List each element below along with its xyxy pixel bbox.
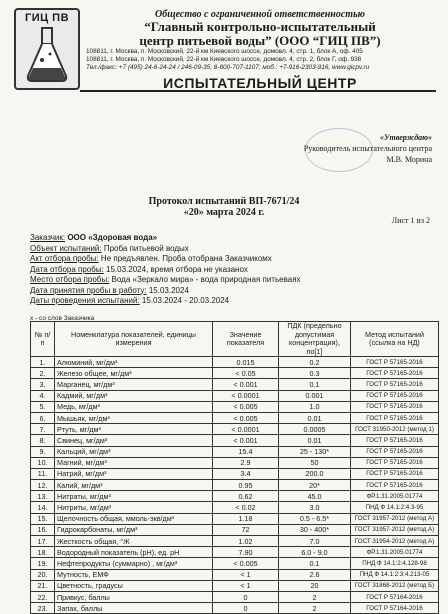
indicator-value: < 0.005 xyxy=(213,558,279,569)
test-period-value: 15.03.2024 - 20.03.2024 xyxy=(139,296,230,305)
table-row xyxy=(31,424,439,435)
table-row xyxy=(31,435,439,446)
indicator-name: Железо общее, мг/дм³ xyxy=(55,368,213,379)
row-number: 20. xyxy=(31,569,55,580)
accept-date-row xyxy=(30,286,440,297)
col-header-value: Значение показателя xyxy=(213,322,279,357)
test-method: ГОСТ Р 57165-2016 xyxy=(351,401,439,412)
col-header-name: Номенклатура показателей, единицы измерения xyxy=(55,322,213,357)
indicator-name: Нитраты, мг/дм³ xyxy=(55,491,213,502)
table-row xyxy=(31,379,439,390)
indicator-name: Кальций, мг/дм³ xyxy=(55,446,213,457)
col-header-num: № п/п xyxy=(31,322,55,357)
indicator-value: 0.95 xyxy=(213,480,279,491)
results-header-row xyxy=(31,322,439,357)
act-row xyxy=(30,254,440,265)
pdk-value: 50 xyxy=(279,457,351,468)
table-row xyxy=(31,491,439,502)
org-name-line-1: “Главный контрольно-испытательный xyxy=(144,19,376,34)
flask-icon xyxy=(22,26,72,84)
test-method: ФР.1.31.2005.01774 xyxy=(351,491,439,502)
approval-label: «Утверждаю» xyxy=(379,133,432,142)
indicator-name: Медь, мг/дм³ xyxy=(55,401,213,412)
row-number: 12. xyxy=(31,480,55,491)
pdk-value: 0.1 xyxy=(279,379,351,390)
indicator-value: < 0.001 xyxy=(213,435,279,446)
test-method: ГОСТ Р 57165-2016 xyxy=(351,435,439,446)
test-method: ФР.1.31.2005.01774 xyxy=(351,547,439,558)
test-period-row xyxy=(30,296,440,307)
pdk-value: 30 - 400* xyxy=(279,524,351,535)
row-number: 1. xyxy=(31,357,55,368)
row-number: 8. xyxy=(31,435,55,446)
indicator-value: 0 xyxy=(213,591,279,602)
indicator-value: 0.015 xyxy=(213,357,279,368)
sampling-date-label: Дата отбора пробы: xyxy=(30,264,104,274)
pdk-value: 0.2 xyxy=(279,357,351,368)
org-form: Общество с ограниченной ответственностью xyxy=(155,9,365,20)
indicator-value: < 1 xyxy=(213,569,279,580)
sampling-place-label: Место отбора пробы: xyxy=(30,275,110,284)
col-header-pdk: ПДК (предельно допустимая концентрация), по[1] xyxy=(279,322,351,357)
col-header-method: Метод испытаний (ссылка на НД) xyxy=(351,322,439,357)
row-number: 5. xyxy=(31,401,55,412)
pdk-value: 20 xyxy=(279,580,351,591)
table-row xyxy=(31,390,439,401)
act-value: Не предъявлен. Проба отобрана Заказчикомx xyxy=(98,254,272,263)
indicator-value: < 0.0001 xyxy=(213,390,279,401)
test-method: ПНД Ф 14.1:2:4.128-98 xyxy=(351,558,439,569)
indicator-value: 72 xyxy=(213,524,279,535)
test-method: ГОСТ 31868-2012 (метод Б) xyxy=(351,580,439,591)
indicator-name: Калий, мг/дм³ xyxy=(55,480,213,491)
protocol-date: «20» марта 2024 г. xyxy=(183,207,265,218)
row-number: 16. xyxy=(31,524,55,535)
approval-block xyxy=(262,132,432,165)
indicator-value: 7.90 xyxy=(213,547,279,558)
table-row xyxy=(31,468,439,479)
indicator-value: 0 xyxy=(213,603,279,614)
row-number: 14. xyxy=(31,502,55,513)
protocol-heading xyxy=(0,196,448,218)
row-number: 10. xyxy=(31,457,55,468)
test-method: ПНД Ф 14.1:2:4.3-95 xyxy=(351,502,439,513)
row-number: 18. xyxy=(31,547,55,558)
table-row xyxy=(31,591,439,602)
indicator-name: Жесткость общая, °Ж xyxy=(55,536,213,547)
indicator-name: Натрий, мг/дм³ xyxy=(55,468,213,479)
pdk-value: 0.0005 xyxy=(279,424,351,435)
pdk-value: 0.01 xyxy=(279,435,351,446)
indicator-name: Нефтепродукты (суммарно) , мг/дм³ xyxy=(55,558,213,569)
pdk-value: 200.0 xyxy=(279,468,351,479)
row-number: 6. xyxy=(31,412,55,423)
pdk-value: 0.1 xyxy=(279,558,351,569)
indicator-value: < 1 xyxy=(213,580,279,591)
pdk-value: 0.3 xyxy=(279,368,351,379)
indicator-name: Мутность, ЕМФ xyxy=(55,569,213,580)
table-row xyxy=(31,368,439,379)
customer-value: ООО «Здоровая вода» xyxy=(67,233,158,242)
indicator-name: Алюминий, мг/дм³ xyxy=(55,357,213,368)
test-method: ГОСТ Р 57165-2016 xyxy=(351,390,439,401)
test-method: ПНД Ф 14.1:2:3:4.213-05 xyxy=(351,569,439,580)
header-divider xyxy=(80,90,436,92)
indicator-name: Ртуть, мг/дм³ xyxy=(55,424,213,435)
contacts-line: Тел./факс: +7 (495) 24-6-24-24 / 246-09-35; 8-800-707-1107; моб.: +7-916-2303-916, www.gicpv.ru xyxy=(86,64,370,71)
table-row xyxy=(31,502,439,513)
accept-date-label: Дата принятия пробы в работу: xyxy=(30,285,147,295)
table-row xyxy=(31,513,439,524)
test-method: ГОСТ Р 57165-2016 xyxy=(351,368,439,379)
pdk-value: 20* xyxy=(279,480,351,491)
table-row xyxy=(31,480,439,491)
row-number: 11. xyxy=(31,468,55,479)
indicator-value: < 0.02 xyxy=(213,502,279,513)
table-row xyxy=(31,446,439,457)
test-method: ГОСТ 31950-2012 (метод 1) xyxy=(351,424,439,435)
indicator-value: 1.18 xyxy=(213,513,279,524)
pdk-value: 1.0 xyxy=(279,401,351,412)
act-label: Акт отбора пробы: xyxy=(30,254,99,263)
customer-row xyxy=(30,233,440,244)
indicator-name: Нитриты, мг/дм³ xyxy=(55,502,213,513)
indicator-name: Водородный показатель (pH), ед. pH xyxy=(55,547,213,558)
center-title: ИСПЫТАТЕЛЬНЫЙ ЦЕНТР xyxy=(163,75,357,91)
row-number: 4. xyxy=(31,390,55,401)
approval-signer: М.В. Морина xyxy=(386,155,432,164)
sheet-number: Лист 1 из 2 xyxy=(391,216,430,225)
row-number: 21. xyxy=(31,580,55,591)
row-number: 2. xyxy=(31,368,55,379)
pdk-value: 7.0 xyxy=(279,536,351,547)
object-value: Проба питьевой водыx xyxy=(101,243,189,253)
protocol-title: Протокол испытаний ВП-7671/24 xyxy=(148,196,300,207)
table-row xyxy=(31,524,439,535)
indicator-name: Цветность, градусы xyxy=(55,580,213,591)
pdk-value: 25 - 130* xyxy=(279,446,351,457)
sample-info xyxy=(30,233,440,307)
test-method: ГОСТ 31957-2012 (метод А) xyxy=(351,513,439,524)
address-line-2: 108811, г. Москва, п. Московский, 22-й км Киевского шоссе, домовл. 4, стр. 2, блок Г, оф. 938 xyxy=(86,56,362,63)
test-method: ГОСТ Р 57165-2016 xyxy=(351,468,439,479)
table-row xyxy=(31,457,439,468)
accept-date-value: 15.03.2024 xyxy=(146,285,189,295)
row-number: 7. xyxy=(31,424,55,435)
indicator-name: Щелочность общая, ммоль-экв/дм³ xyxy=(55,513,213,524)
row-number: 13. xyxy=(31,491,55,502)
test-method: ГОСТ Р 57165-2016 xyxy=(351,357,439,368)
results-body xyxy=(31,357,439,614)
table-row xyxy=(31,580,439,591)
indicator-value: < 0.05 xyxy=(213,368,279,379)
table-row xyxy=(31,558,439,569)
test-method: ГОСТ Р 57165-2016 xyxy=(351,412,439,423)
row-number: 23. xyxy=(31,603,55,614)
row-number: 3. xyxy=(31,379,55,390)
indicator-value: 15.4 xyxy=(213,446,279,457)
indicator-name: Гидрокарбонаты, мг/дм³ xyxy=(55,524,213,535)
indicator-name: Кадмий, мг/дм³ xyxy=(55,390,213,401)
pdk-value: 3.0 xyxy=(279,502,351,513)
object-row xyxy=(30,244,440,255)
sampling-place-row xyxy=(30,275,440,286)
indicator-name: Свинец, мг/дм³ xyxy=(55,435,213,446)
indicator-name: Мышьяк, мг/дм³ xyxy=(55,412,213,423)
table-row xyxy=(31,412,439,423)
letterhead xyxy=(80,9,440,91)
org-name-line-2: центр питьевой воды” (ООО “ГИЦ ПВ”) xyxy=(139,33,381,48)
table-row xyxy=(31,603,439,614)
indicator-value: < 0.005 xyxy=(213,401,279,412)
customer-note: x - со слов Заказчика xyxy=(30,315,95,322)
row-number: 19. xyxy=(31,558,55,569)
pdk-value: 0.001 xyxy=(279,390,351,401)
test-method: ГОСТ Р 57165-2016 xyxy=(351,446,439,457)
row-number: 22. xyxy=(31,591,55,602)
company-logo xyxy=(14,8,80,90)
row-number: 9. xyxy=(31,446,55,457)
test-method: ГОСТ 31957-2012 (метод А) xyxy=(351,524,439,535)
indicator-value: 2.9 xyxy=(213,457,279,468)
pdk-value: 0.01 xyxy=(279,412,351,423)
test-method: ГОСТ Р 57164-2016 xyxy=(351,591,439,602)
indicator-name: Запах, баллы xyxy=(55,603,213,614)
test-period-label: Даты проведения испытаний: xyxy=(30,296,140,305)
row-number: 17. xyxy=(31,536,55,547)
table-row xyxy=(31,536,439,547)
sampling-place-value: Вода «Зеркало мира» - вода природная питьеваяx xyxy=(109,275,301,284)
table-row xyxy=(31,401,439,412)
indicator-value: < 0.0001 xyxy=(213,424,279,435)
pdk-value: 45.0 xyxy=(279,491,351,502)
logo-text: ГИЦ ПВ xyxy=(24,12,70,24)
pdk-value: 0.5 - 6.5* xyxy=(279,513,351,524)
test-method: ГОСТ 31954-2012 (метод А) xyxy=(351,536,439,547)
approval-line: Руководитель испытательного центра xyxy=(303,144,432,153)
row-number: 15. xyxy=(31,513,55,524)
sampling-date-value: 15.03.2024, время отбора не указаноx xyxy=(103,264,248,274)
test-method: ГОСТ Р 57165-2016 xyxy=(351,379,439,390)
sampling-date-row xyxy=(30,265,440,276)
customer-label: Заказчик: xyxy=(30,233,66,242)
address-line-1: 108811, г. Москва, п. Московский, 22-й км Киевского шоссе, домовл. 4, стр. 1, блок А, оф. 405 xyxy=(86,48,363,55)
indicator-value: 1.02 xyxy=(213,536,279,547)
indicator-value: < 0.001 xyxy=(213,379,279,390)
indicator-name: Марганец, мг/дм³ xyxy=(55,379,213,390)
pdk-value: 2 xyxy=(279,591,351,602)
results-table xyxy=(30,321,439,614)
pdk-value: 2 xyxy=(279,603,351,614)
test-method: ГОСТ Р 57165-2016 xyxy=(351,480,439,491)
indicator-name: Магний, мг/дм³ xyxy=(55,457,213,468)
test-method: ГОСТ Р 57165-2016 xyxy=(351,457,439,468)
pdk-value: 6.0 - 9.0 xyxy=(279,547,351,558)
indicator-value: < 0.005 xyxy=(213,412,279,423)
table-row xyxy=(31,569,439,580)
indicator-name: Привкус, баллы xyxy=(55,591,213,602)
pdk-value: 2.6 xyxy=(279,569,351,580)
table-row xyxy=(31,547,439,558)
indicator-value: 3.4 xyxy=(213,468,279,479)
test-method: ГОСТ Р 57164-2016 xyxy=(351,603,439,614)
object-label: Объект испытаний: xyxy=(30,243,102,253)
indicator-value: 0.62 xyxy=(213,491,279,502)
table-row xyxy=(31,357,439,368)
